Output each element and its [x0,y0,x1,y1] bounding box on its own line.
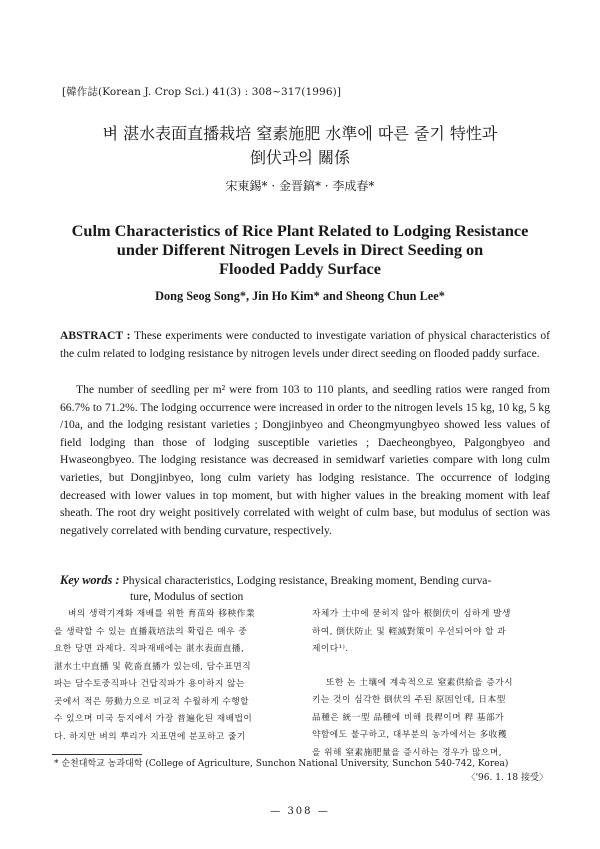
page-number: — 308 — [270,806,330,817]
english-title-line-2: under Different Nitrogen Levels in Direct Seeding on [116,240,484,259]
abstract-paragraph-1 [60,327,550,362]
abstract-text-1: These experiments were conducted to investigate variation of physical characteristics of the culm related to lodging resistance by nitrogen levels under direct seeding on flooded paddy surface. [60,329,551,360]
body-line: 湛水土中直播 및 乾畓直播가 있는데, 담수표면직 [54,661,252,672]
korean-title-line-2: 倒伏과의 關係 [250,148,350,167]
body-line: 品種은 統一型 品種에 비해 長稈이며 稈 基部가 [312,712,505,723]
body-line: 벼의 생력기계화 재배를 위한 育苗와 移秧作業 [68,609,256,619]
body-line: 자체가 土中에 묻히지 않아 根倒伏이 심하게 발생 [312,609,511,619]
english-title-line-1: Culm Characteristics of Rice Plant Related to Lodging Resistance [71,221,529,240]
body-line: 곳에서 적은 勞動力으로 비교적 수월하게 수행할 [54,696,250,707]
body-line: 을 위해 窒素施肥量을 증시하는 경우가 많으며, [312,747,502,758]
body-line: 수 있으며 미국 등지에서 가장 普遍化된 재배법이 [54,714,253,724]
body-line: 요한 당면 과제다. 직파재배에는 湛水表面直播, [54,644,245,654]
keywords-line-1: Physical characteristics, Lodging resistance, Breaking moment, Bending curva- [122,574,492,587]
keywords-label: Key words : [60,573,120,587]
body-line: 또한 논 土壤에 계속적으로 窒素供給을 증가시 [326,677,514,688]
affiliation-footnote: * 순천대학교 농과대학 (College of Agriculture, Sunchon National University, Sunchon 540-742, Korea) [54,759,509,769]
body-line: 키는 것이 심각한 倒伏의 주된 原因인데, 日本型 [312,695,506,705]
body-column-left [54,606,290,746]
english-authors: Dong Seog Song*, Jin Ho Kim* and Sheong Chun Lee* [155,289,445,303]
body-line: 을 생략할 수 있는 直播栽培法의 확립은 매우 중 [54,626,248,637]
keywords-line-2: ture, Modulus of section [130,590,244,603]
footnote-divider [52,754,142,755]
abstract-label: ABSTRACT : [60,329,131,342]
body-line: 파는 담수토중직파나 건답직파가 용이하지 않는 [54,679,245,689]
body-line: 약함에도 불구하고, 대부분의 농가에서는 多收穫 [312,730,508,740]
body-line: 다. 하지만 벼의 뿌리가 지표면에 분포하고 줄기 [54,731,246,742]
korean-authors: 宋東錫* · 金晋鎬* · 李成春* [225,179,375,193]
paragraph-gap [312,659,548,675]
received-date: 〈'96. 1. 18 接受〉 [466,773,548,783]
english-title-line-3: Flooded Paddy Surface [219,259,381,278]
body-line: 하여, 倒伏防止 및 輕減對策이 우선되어야 할 과 [312,626,507,637]
body-line: 제이다¹⁾. [312,644,349,654]
journal-citation: [韓作誌(Korean J. Crop Sci.) 41(3) : 308~317(1996)] [62,86,342,98]
korean-title-line-1: 벼 湛水表面直播栽培 窒素施肥 水準에 따른 줄기 特性과 [102,124,498,143]
body-column-right [312,606,548,762]
abstract-paragraph-2: The number of seedling per m² were from 103 to 110 plants, and seedling ratios were ranged from 66.7% to 71.2%. The lodging occurrence were increased in order to the nitrogen levels 15 kg, 10 kg, 5 kg /10a, and the lodging resistant varieties ; Dongjinbyeo and Cheongmyungbyeo showed less values of field lodging than those of lodging susceptible varieties ; Daecheongbyeo, Palgongbyeo and Hwaseongbyeo. The lodging resistance was decreased in semidwarf varieties compare with long culm varieties, but Dongjinbyeo, long culm variety has lodging resistance. The occurrence of lodging decreased with lower values in top moment, but with higher values in the breaking moment with leaf sheath. The root dry weight positively correlated with weight of culm base, but modulus of section was negatively correlated with bending curvature, respectively. [60,383,550,537]
keywords [60,572,550,605]
